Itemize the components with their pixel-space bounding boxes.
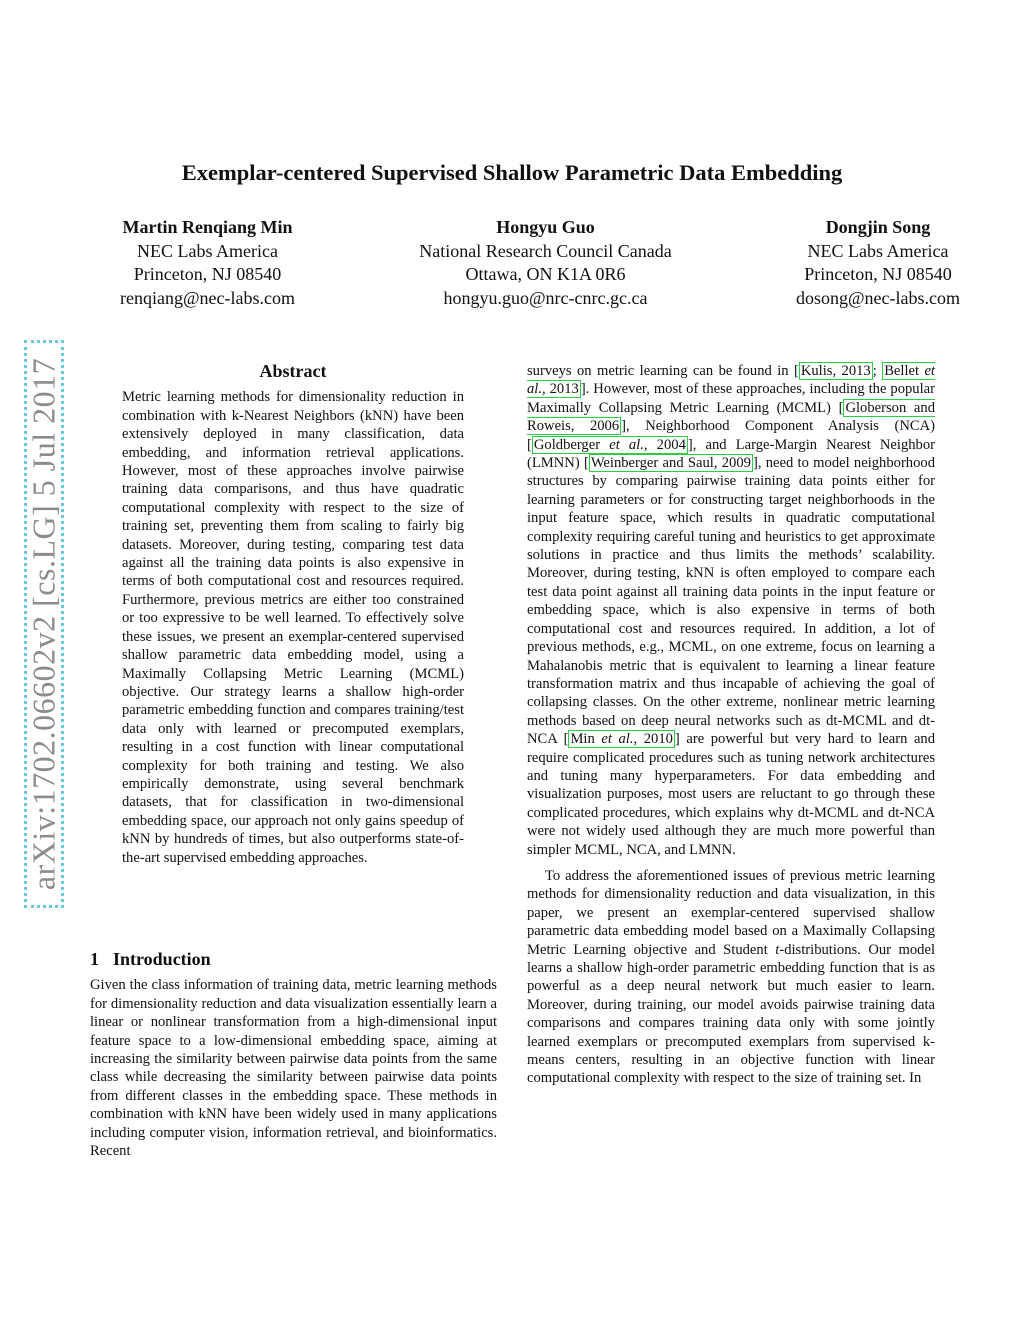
- citation-author: Bellet: [884, 363, 925, 379]
- author-email[interactable]: dosong@nec-labs.com: [795, 287, 960, 308]
- paper-title: Exemplar-centered Supervised Shallow Parametric Data Embedding: [181, 160, 843, 185]
- arxiv-identifier[interactable]: arXiv:1702.06602v2 [cs.LG] 5 Jul 2017: [25, 357, 62, 891]
- citation-link[interactable]: Globerson and Roweis, 2006: [527, 399, 935, 435]
- abstract-section: [122, 362, 464, 867]
- citation-year: , 2013: [542, 381, 579, 398]
- author-email[interactable]: renqiang@nec-labs.com: [120, 287, 296, 308]
- citation-year: , 2010: [633, 731, 673, 748]
- citation-year: , 2004: [643, 436, 686, 453]
- body-text: To address the aforementioned issues of previous metric learning methods for dimensionality reduction and data visualization, in this paper, we present an exemplar-centered supervised shallow parametric data embedding model based on a Maximally Collapsing Metric Learning objective and Student: [527, 867, 935, 958]
- citation-link[interactable]: Weinberger and Saul, 2009: [590, 455, 751, 472]
- author-2: [419, 216, 671, 310]
- section-number: 1: [90, 949, 99, 969]
- citation-etal: et al.: [527, 363, 935, 398]
- author-address: Ottawa, ON K1A 0R6: [465, 264, 626, 284]
- body-text: -distributions. Our model learns a shallow high-order parametric embedding function that is as powerful as a deep neural network but much easier to learn. Moreover, during training, our model avoids pairwise training data comparisons and compares training data only with some jointly learned exemplars or precomputed exemplars from supervised k-means centers, resulting in an objective function with linear computational complexity with respect to the size of training set. In: [527, 941, 935, 1087]
- author-affiliation: National Research Council Canada: [419, 240, 672, 261]
- introduction-heading: [90, 950, 497, 968]
- introduction-paragraph-2: [527, 867, 935, 1088]
- body-text: ], and Large-Margin Nearest Neighbor (LMNN) [: [527, 436, 936, 472]
- body-text: surveys on metric learning can be found in [: [527, 363, 799, 379]
- introduction-paragraph-continued: [527, 362, 935, 859]
- right-column: [527, 362, 935, 1088]
- author-1: [120, 216, 295, 310]
- citation-author: Min: [570, 731, 602, 748]
- citation-link[interactable]: Kulis, 2013: [800, 363, 871, 379]
- author-name: Dongjin Song: [825, 217, 931, 237]
- body-text: ] are powerful but very hard to learn and require complicated procedures such as tuning network architectures and tuning many hyperparameters. For data embedding and visualization purposes, most users are reluctant to go through these complicated procedures, which explains why dt-MCML and dt-NCA were not widely used although they are much more powerful than simpler MCML, NCA, and LMNN.: [527, 731, 936, 858]
- author-3: [796, 216, 960, 310]
- citation-author: Goldberger: [533, 436, 610, 453]
- section-title: Introduction: [113, 949, 211, 969]
- author-address: Princeton, NJ 08540: [133, 264, 282, 284]
- author-affiliation: NEC Labs America: [807, 240, 949, 261]
- body-text: ], need to model neighborhood structures by comparing pairwise training data points either for learning parameters or for constructing target neighborhoods in the input feature space, which results in quadratic computational complexity requiring careful tuning and heuristics to get approximate solutions in practice and thus limits the methods’ scalability. Moreover, during testing, kNN is often employed to compare each test data point against all training data points in the input feature or embedding space, which is also expensive in terms of both computational cost and resources required. In addition, a lot of previous methods, e.g., MCML, on one extreme, focus on learning a Mahalanobis metric that is equivalent to learning a linear feature transformation matrix and thus incapable of achieving the goal of collapsing classes. On the other extreme, nonlinear metric learning methods based on deep neural networks such as dt-MCML and dt-NCA [: [527, 455, 935, 748]
- author-name: Hongyu Guo: [496, 217, 595, 237]
- citation-etal: et al.: [609, 436, 644, 453]
- author-email[interactable]: hongyu.guo@nrc-cnrc.gc.ca: [443, 287, 648, 308]
- arxiv-stamp[interactable]: [24, 340, 64, 908]
- author-block: [120, 216, 960, 310]
- introduction-paragraph-1: Given the class information of training data, metric learning methods for dimensionality reduction and data visualization essentially learn a linear or nonlinear transformation from a high-dimensional input feature space to a low-dimensional embedding space, aiming at increasing the similarity between pairwise data points from the same class while decreasing the similarity between pairwise data points from different classes in the embedding space. These methods in combination with kNN have been widely used in many applications including computer vision, information retrieval, and bioinformatics. Recent: [90, 977, 497, 1160]
- citation-etal: et al.: [601, 731, 634, 748]
- math-symbol: t: [775, 941, 780, 958]
- citation-link[interactable]: [532, 436, 688, 454]
- author-affiliation: NEC Labs America: [137, 240, 278, 261]
- citation-link[interactable]: [568, 730, 674, 748]
- body-text: ;: [872, 363, 883, 379]
- body-text: ], Neighborhood Component Analysis (NCA) [: [527, 418, 935, 453]
- abstract-text: Metric learning methods for dimensionality reduction in combination with k-Nearest Neighbors (kNN) have been extensively deployed in many classification, data embedding, and information retrieval applications. However, most of these approaches involve pairwise training data comparisons, and thus have quadratic computational complexity with respect to the size of training set, preventing them from scaling to fairly big datasets. Moreover, during testing, comparing test data against all the training data points is also expensive in terms of both computational cost and resources required. Furthermore, previous metrics are either too constrained or too expressive to be well learned. To effectively solve these issues, we present an exemplar-centered supervised shallow parametric data embedding model, using a Maximally Collapsing Metric Learning (MCML) objective. Our strategy learns a shallow high-order parametric embedding function and compares training/test data only with learned or precomputed exemplars, resulting in a cost function with linear computational complexity for both training and testing. We also empirically demonstrate, using several benchmark datasets, that for classification in two-dimensional embedding space, our approach not only gains speedup of kNN by hundreds of times, but also outperforms state-of-the-art supervised embedding approaches.: [122, 389, 464, 866]
- author-address: Princeton, NJ 08540: [804, 264, 952, 284]
- author-name: Martin Renqiang Min: [122, 217, 293, 237]
- introduction-section: [90, 950, 497, 1160]
- body-text: ]. However, most of these approaches, including the popular Maximally Collapsing Metric Learning (MCML) [: [527, 381, 935, 416]
- abstract-heading: Abstract: [259, 361, 327, 381]
